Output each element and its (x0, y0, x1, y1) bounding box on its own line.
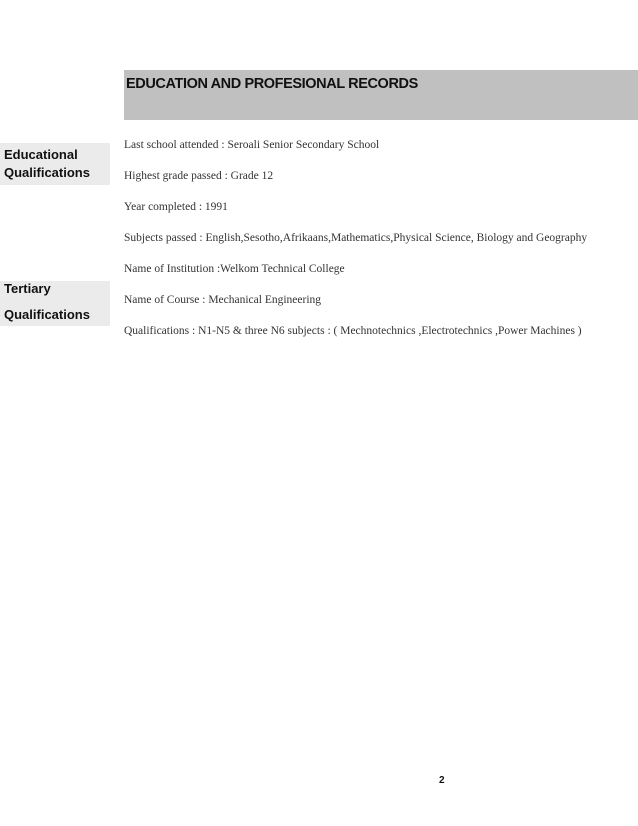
year-completed: Year completed : 1991 (124, 201, 228, 213)
name-of-institution: Name of Institution :Welkom Technical College (124, 263, 345, 275)
page-number: 2 (439, 775, 445, 786)
subjects-passed: Subjects passed : English,Sesotho,Afrikaans,Mathematics,Physical Science, Biology and Geography (124, 232, 588, 244)
last-school-attended: Last school attended : Seroali Senior Secondary School (124, 139, 380, 151)
highest-grade-passed: Highest grade passed : Grade 12 (124, 170, 274, 182)
educational-label-line1: Educational (4, 147, 78, 162)
section-title: EDUCATION AND PROFESIONAL RECORDS (126, 76, 418, 92)
tertiary-qualifications-detail: Qualifications : N1-N5 & three N6 subjects : ( Mechnotechnics ,Electrotechnics ,Power Machines ) (124, 325, 582, 337)
tertiary-label-line2: Qualifications (4, 307, 90, 322)
tertiary-label-line1: Tertiary (4, 281, 51, 296)
name-of-course: Name of Course : Mechanical Engineering (124, 294, 322, 306)
educational-qualifications-label (0, 143, 110, 185)
educational-label-line2: Qualifications (4, 165, 90, 180)
section-header-banner (124, 70, 638, 120)
tertiary-qualifications-label (0, 281, 110, 326)
